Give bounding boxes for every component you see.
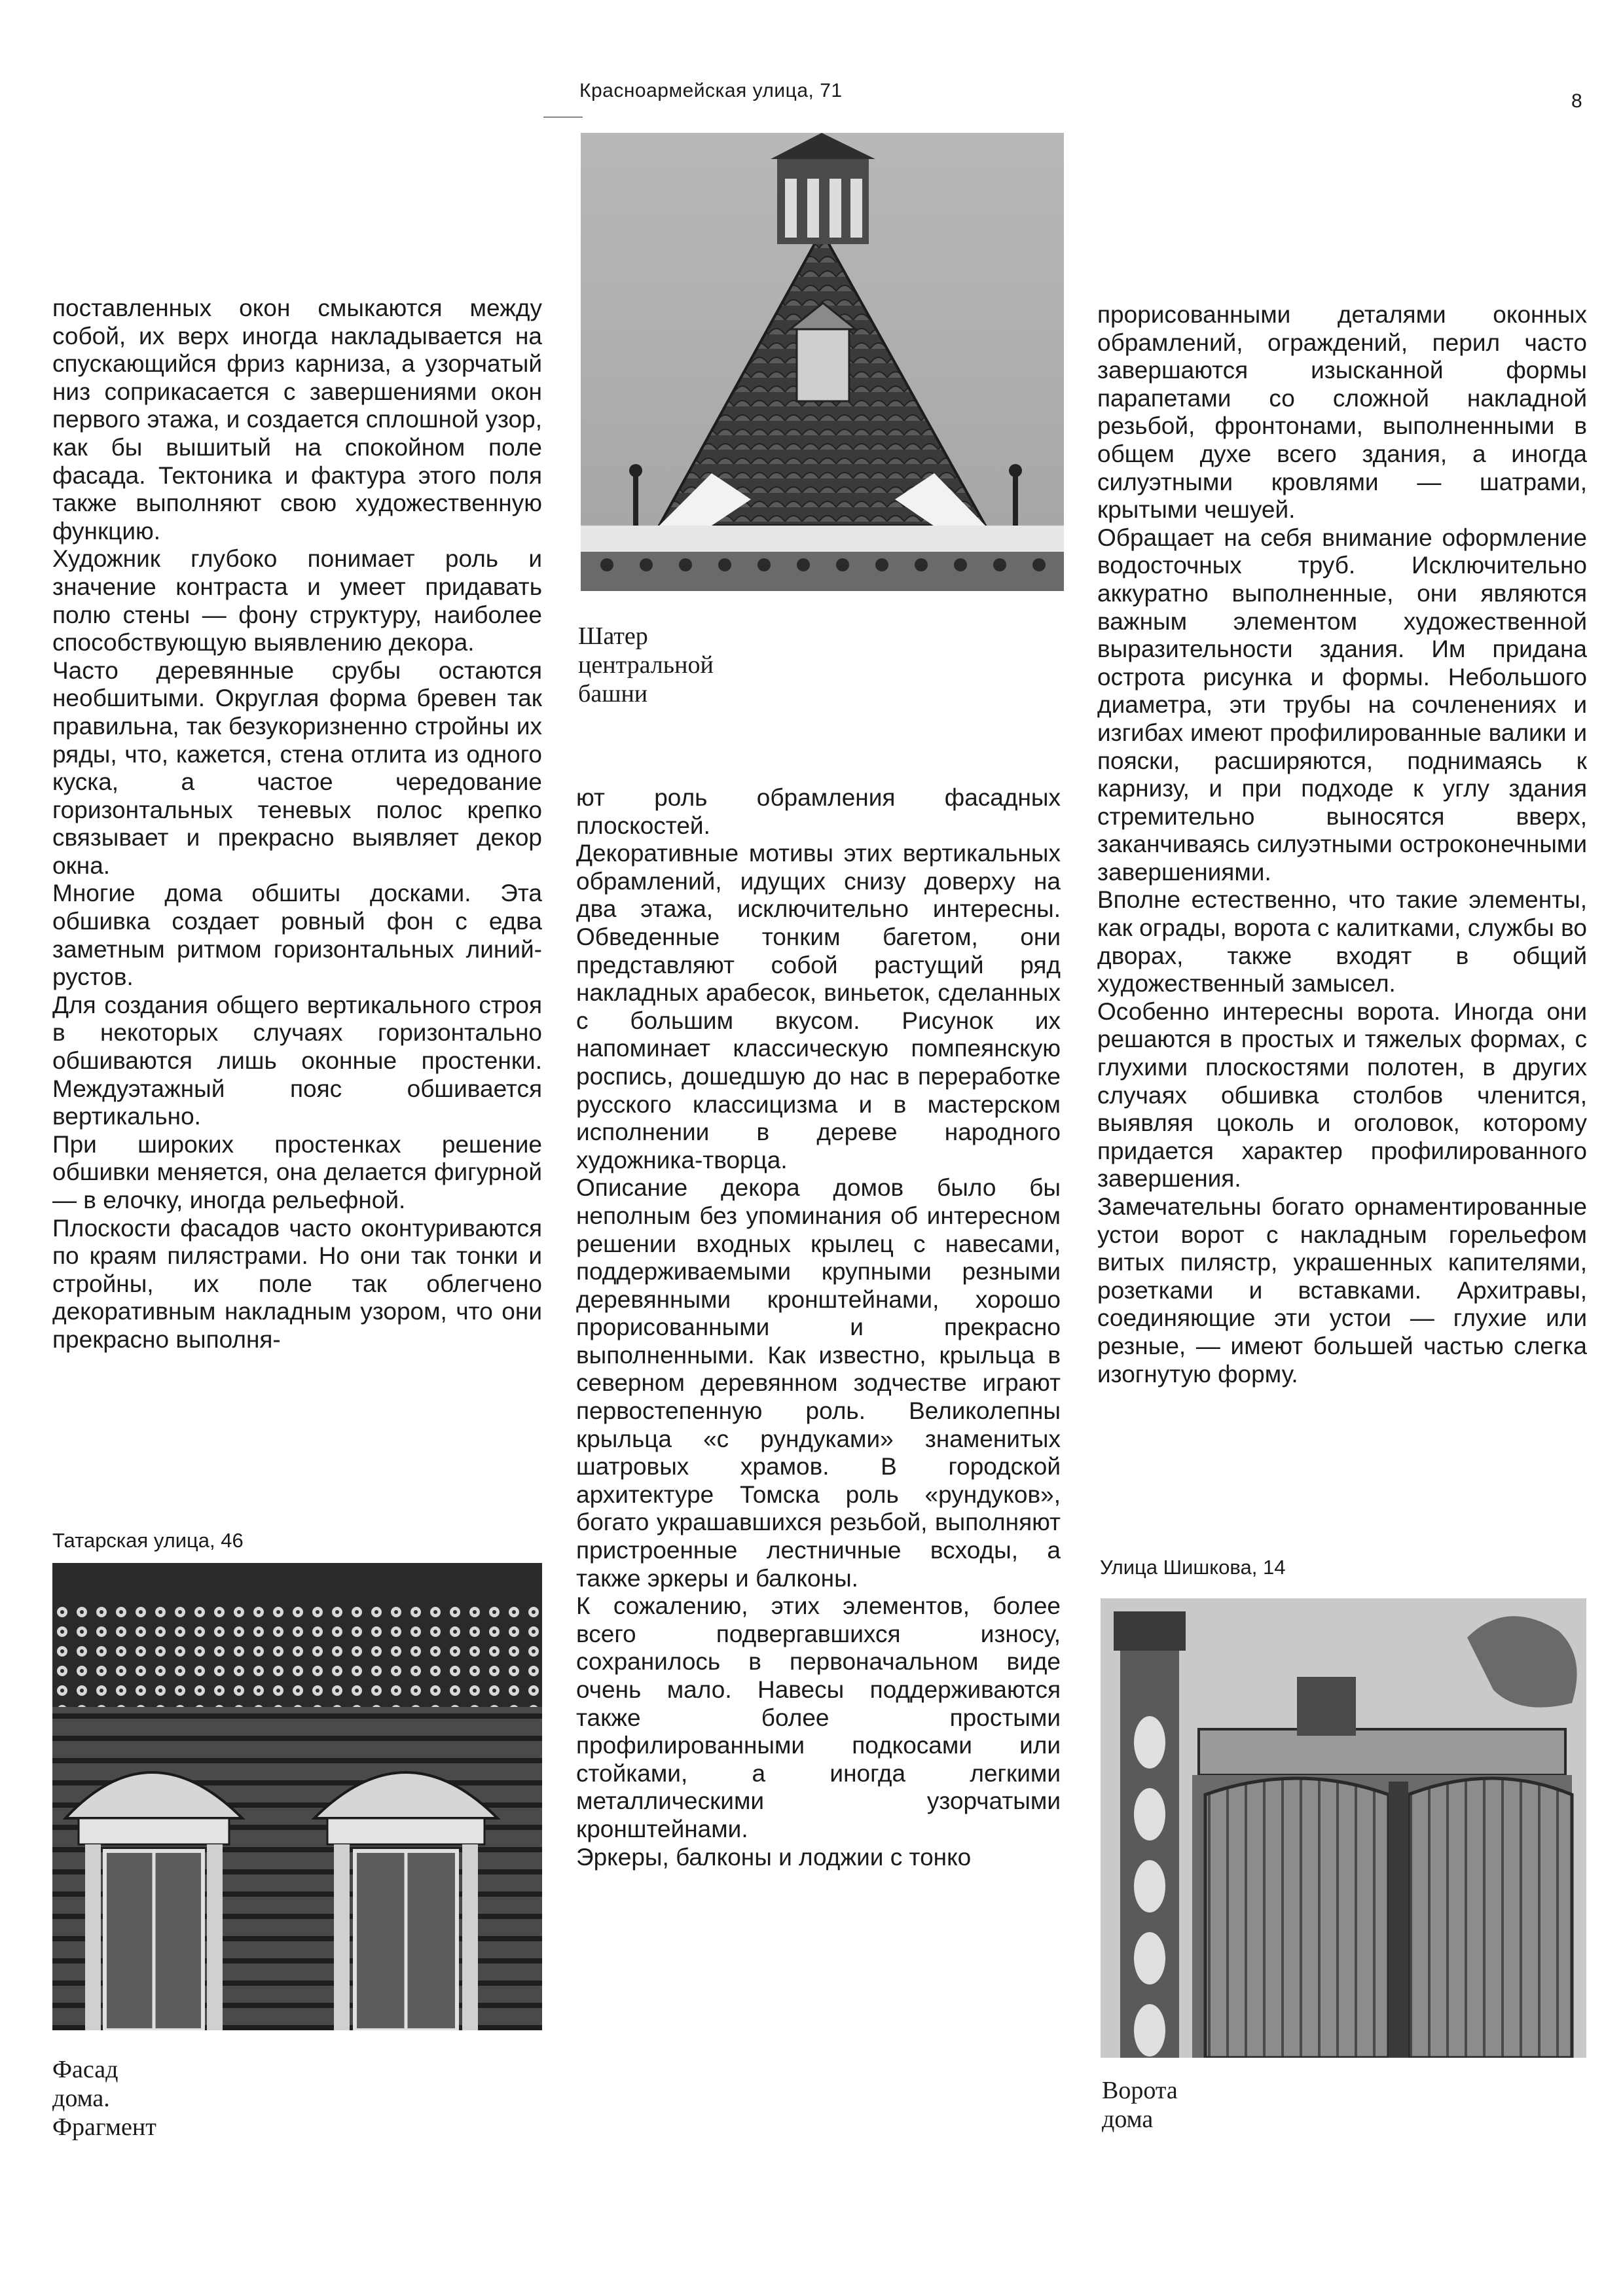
- paragraph: Особенно интересны ворота. Иногда они решаются в простых и тяжелых формах, с глухими плоскостями полотен, в других случаях обшивка столбов членится, выявляя цоколь и оголовок, которому придается характер профилированного завершения.: [1097, 997, 1587, 1193]
- paragraph: Обращает на себя внимание оформление водосточных труб. Исключительно аккуратно выполненные, они являются важным элементом художественной выразительности здания. Им придана острота рисунка и формы. Небольшого диаметра, эти трубы на сочленениях и изгибах имеют профилированные валики и пояски, расширяются, поднимаясь к карнизу, и при подходе к углу здания стремительно выносятся вверх, заканчиваясь силуэтными остроконечными завершениями.: [1097, 524, 1587, 886]
- paragraph: Эркеры, балконы и лоджии с тонко: [576, 1843, 972, 1871]
- text-column-middle: [576, 784, 1061, 1871]
- paragraph: прорисованными деталями оконных обрамлений, ограждений, перил часто завершаются изысканной формы парапетами со сложной накладной резьбой, фронтонами, выполненными в общем духе всего здания, а иногда силуэтными кровлями — шатрами, крытыми чешуей.: [1097, 301, 1587, 524]
- paragraph: При широких простенках решение обшивки меняется, она делается фигурной — в елочку, иногда рельефной.: [52, 1130, 542, 1213]
- paragraph: Плоскости фасадов часто оконтуриваются по краям пилястрами. Но они так тонки и стройны, их поле так облегчено декоративным накладным узором, что они прекрасно выполня-: [52, 1214, 542, 1353]
- text-column-right: [1097, 301, 1587, 1388]
- text-column-left: [52, 295, 542, 1354]
- paragraph: поставленных окон смыкаются между собой, их верх иногда накладывается на спускающийся фриз карниза, а узорчатый низ соприкасается с завершениями окон первого этажа, и создается сплошной узор, как бы вышитый на спокойном поле фасада. Тектоника и фактура этого поля также выполняют свою художественную функцию.: [52, 295, 542, 545]
- gates-illustration: [1101, 1598, 1586, 2058]
- paragraph: Художник глубоко понимает роль и значение контраста и умеет придавать полю стены — фону структуру, наиболее способствующую выявлению декора.: [52, 545, 542, 656]
- tower-illustration: [581, 133, 1064, 591]
- paragraph: Замечательны богато орнаментированные устои ворот с накладным горельефом витых пилястр, украшенных капителями, розетками и вставками. Архитравы, соединяющие эти устои — глухие или резные, — имеют большей частью слегка изогнутую форму.: [1097, 1193, 1587, 1388]
- paragraph: Многие дома обшиты досками. Эта обшивка создает ровный фон с едва заметным ритмом горизонтальных линий-рустов.: [52, 880, 542, 991]
- header-rule: [543, 117, 583, 118]
- facade-illustration: [52, 1563, 542, 2030]
- paragraph: Для создания общего вертикального строя в некоторых случаях горизонтально обшиваются лишь оконные простенки. Междуэтажный пояс обшивается вертикально.: [52, 991, 542, 1130]
- paragraph: Вполне естественно, что такие элементы, как ограды, ворота с калитками, службы во дворах, также входят в общий художественный замысел.: [1097, 886, 1587, 997]
- running-title: Красноармейская улица, 71: [579, 80, 843, 101]
- paragraph: Описание декора домов было бы неполным без упоминания об интересном решении входных крылец с навесами, поддерживаемыми крупными резными деревянными кронштейнами, хорошо прорисованными и прекрасно выполненными. Как известно, крыльца в северном деревянном зодчестве играют первостепенную роль. Великолепны крыльца «с рундуками» знаменитых шатровых храмов. В городской архитектуре Томска роль «рундуков», богато украшавшихся резьбой, выполняют пристроенные лестничные всходы, а также эркеры и балконы.: [576, 1174, 1061, 1592]
- facade-photo: [52, 1563, 542, 2030]
- paragraph: К сожалению, этих элементов, более всего подвергавшихся износу, сохранилось в первоначальном виде очень мало. Навесы поддерживаются также более простыми профилированными подкосами или стойками, а иногда легкими металлическими узорчатыми кронштейнами.: [576, 1592, 1061, 1842]
- paragraph: Часто деревянные срубы остаются необшитыми. Округлая форма бревен так правильна, так безукоризненно стройны их ряды, что, кажется, стена отлита из одного куска, а частое чередование горизонтальных теневых полос крепко связывает и прекрасно выявляет декор окна.: [52, 656, 542, 879]
- gates-photo: [1101, 1598, 1586, 2058]
- tower-photo: [581, 133, 1064, 591]
- gates-caption: Ворота дома: [1102, 2077, 1178, 2133]
- tower-caption: Шатер центральной башни: [578, 622, 714, 708]
- paragraph: Декоративные мотивы этих вертикальных обрамлений, идущих снизу доверху на два этажа, исключительно интересны. Обведенные тонким багетом, они представляют собой растущий ряд накладных арабесок, виньеток, сделанных с большим вкусом. Рисунок их напоминает классическую помпеянскую роспись, дошедшую до нас в переработке русского классицизма и в мастерском исполнении в дереве народного художника-творца.: [576, 840, 1061, 1174]
- gates-location-label: Улица Шишкова, 14: [1100, 1556, 1286, 1579]
- facade-location-label: Татарская улица, 46: [52, 1529, 244, 1552]
- page-number: 8: [1571, 90, 1582, 112]
- facade-caption: Фасад дома. Фрагмент: [52, 2056, 156, 2141]
- paragraph: ют роль обрамления фасадных плоскостей.: [576, 784, 1061, 839]
